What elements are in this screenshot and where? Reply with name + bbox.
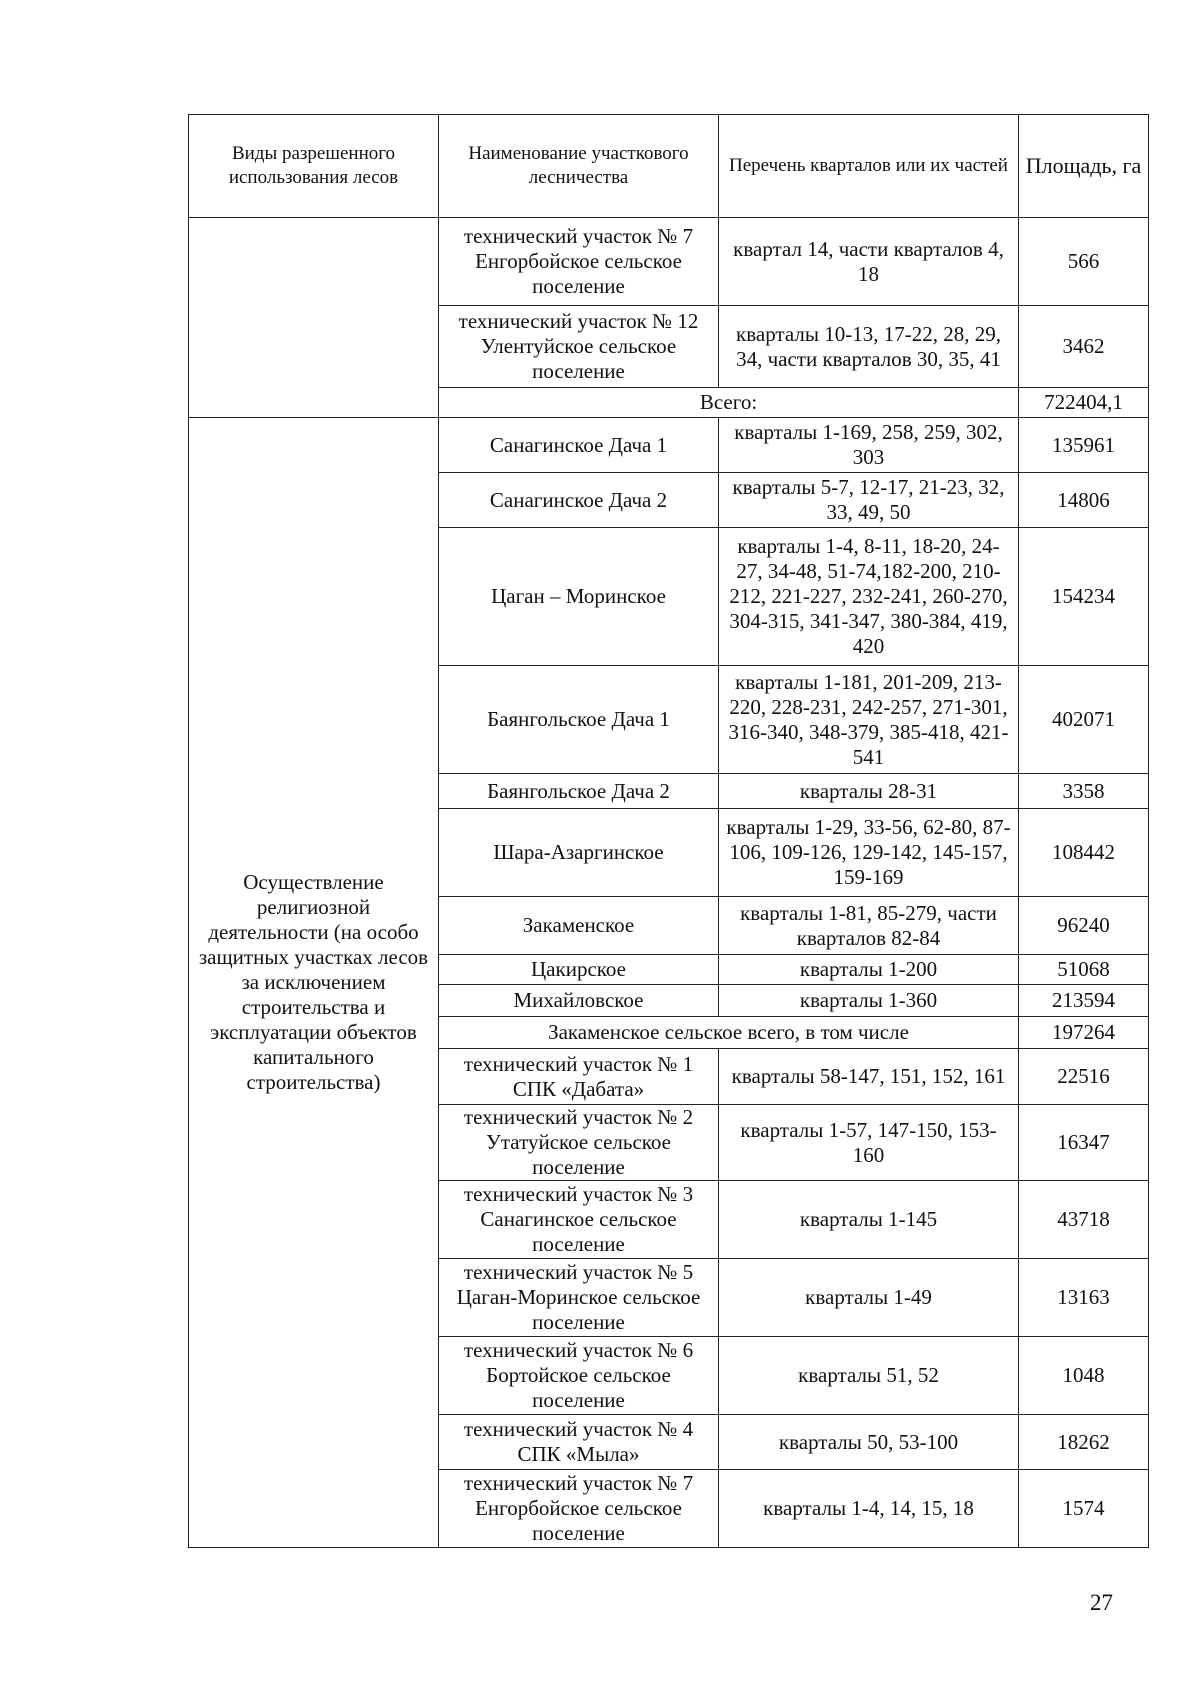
- header-area: Площадь, га: [1019, 115, 1149, 218]
- subtotal-label: Закаменское сельское всего, в том числе: [439, 1017, 1019, 1049]
- quarters-cell: кварталы 1-169, 258, 259, 302, 303: [719, 418, 1019, 473]
- area-cell: 154234: [1019, 528, 1149, 666]
- quarters-cell: кварталы 51, 52: [719, 1337, 1019, 1415]
- forestry-cell: технический участок № 5 Цаган-Моринское сельское поселение: [439, 1259, 719, 1337]
- quarters-cell: кварталы 1-181, 201-209, 213-220, 228-231, 242-257, 271-301, 316-340, 348-379, 385-418, 421-541: [719, 666, 1019, 774]
- total-area: 722404,1: [1019, 388, 1149, 418]
- total-label: Всего:: [439, 388, 1019, 418]
- quarters-cell: кварталы 1-200: [719, 955, 1019, 985]
- area-cell: 3462: [1019, 306, 1149, 388]
- quarters-cell: кварталы 10-13, 17-22, 28, 29, 34, части кварталов 30, 35, 41: [719, 306, 1019, 388]
- quarters-cell: кварталы 1-4, 8-11, 18-20, 24-27, 34-48, 51-74,182-200, 210-212, 221-227, 232-241, 260-270, 304-315, 341-347, 380-384, 419, 420: [719, 528, 1019, 666]
- area-cell: 402071: [1019, 666, 1149, 774]
- area-cell: 14806: [1019, 473, 1149, 528]
- forestry-cell: технический участок № 1 СПК «Дабата»: [439, 1049, 719, 1105]
- quarters-cell: квартал 14, части кварталов 4, 18: [719, 218, 1019, 306]
- quarters-cell: кварталы 5-7, 12-17, 21-23, 32, 33, 49, 50: [719, 473, 1019, 528]
- area-cell: 43718: [1019, 1181, 1149, 1259]
- table-row: [189, 418, 1149, 473]
- quarters-cell: кварталы 50, 53-100: [719, 1415, 1019, 1470]
- forest-usage-table: [188, 114, 1149, 1548]
- forestry-cell: Баянгольское Дача 2: [439, 774, 719, 809]
- forestry-cell: технический участок № 12 Улентуйское сельское поселение: [439, 306, 719, 388]
- area-cell: 566: [1019, 218, 1149, 306]
- forestry-cell: Баянгольское Дача 1: [439, 666, 719, 774]
- area-cell: 96240: [1019, 897, 1149, 955]
- forestry-cell: технический участок № 2 Утатуйское сельское поселение: [439, 1105, 719, 1181]
- quarters-cell: кварталы 1-81, 85-279, части кварталов 82-84: [719, 897, 1019, 955]
- subtotal-area: 197264: [1019, 1017, 1149, 1049]
- area-cell: 3358: [1019, 774, 1149, 809]
- forestry-cell: Санагинское Дача 2: [439, 473, 719, 528]
- header-forestry: Наименование участкового лесничества: [439, 115, 719, 218]
- area-cell: 1574: [1019, 1470, 1149, 1548]
- forestry-cell: технический участок № 7 Енгорбойское сельское поселение: [439, 218, 719, 306]
- quarters-cell: кварталы 1-57, 147-150, 153-160: [719, 1105, 1019, 1181]
- forestry-cell: Закаменское: [439, 897, 719, 955]
- header-quarters: Перечень кварталов или их частей: [719, 115, 1019, 218]
- area-cell: 51068: [1019, 955, 1149, 985]
- forestry-cell: Шара-Азаргинское: [439, 809, 719, 897]
- quarters-cell: кварталы 1-360: [719, 985, 1019, 1017]
- header-usage: Виды разрешенного использования лесов: [189, 115, 439, 218]
- area-cell: 213594: [1019, 985, 1149, 1017]
- area-cell: 16347: [1019, 1105, 1149, 1181]
- quarters-cell: кварталы 1-145: [719, 1181, 1019, 1259]
- page-number: 27: [1090, 1590, 1113, 1615]
- quarters-cell: кварталы 1-49: [719, 1259, 1019, 1337]
- quarters-cell: кварталы 58-147, 151, 152, 161: [719, 1049, 1019, 1105]
- forestry-cell: технический участок № 6 Бортойское сельское поселение: [439, 1337, 719, 1415]
- forestry-cell: Михайловское: [439, 985, 719, 1017]
- usage-cell-empty: [189, 218, 439, 418]
- area-cell: 13163: [1019, 1259, 1149, 1337]
- table-row: [189, 218, 1149, 306]
- religious-usage-cell: Осуществление религиозной деятельности (на особо защитных участках лесов за исключением строительства и эксплуатации объектов капитального строительства): [189, 418, 439, 1548]
- forestry-cell: технический участок № 3 Санагинское сельское поселение: [439, 1181, 719, 1259]
- area-cell: 1048: [1019, 1337, 1149, 1415]
- area-cell: 18262: [1019, 1415, 1149, 1470]
- table-header-row: [189, 115, 1149, 218]
- quarters-cell: кварталы 1-4, 14, 15, 18: [719, 1470, 1019, 1548]
- quarters-cell: кварталы 28-31: [719, 774, 1019, 809]
- forestry-cell: Цаган – Моринское: [439, 528, 719, 666]
- forestry-cell: технический участок № 7 Енгорбойское сельское поселение: [439, 1470, 719, 1548]
- forestry-cell: Цакирское: [439, 955, 719, 985]
- forestry-cell: технический участок № 4 СПК «Мыла»: [439, 1415, 719, 1470]
- area-cell: 108442: [1019, 809, 1149, 897]
- forestry-cell: Санагинское Дача 1: [439, 418, 719, 473]
- area-cell: 135961: [1019, 418, 1149, 473]
- area-cell: 22516: [1019, 1049, 1149, 1105]
- quarters-cell: кварталы 1-29, 33-56, 62-80, 87-106, 109-126, 129-142, 145-157, 159-169: [719, 809, 1019, 897]
